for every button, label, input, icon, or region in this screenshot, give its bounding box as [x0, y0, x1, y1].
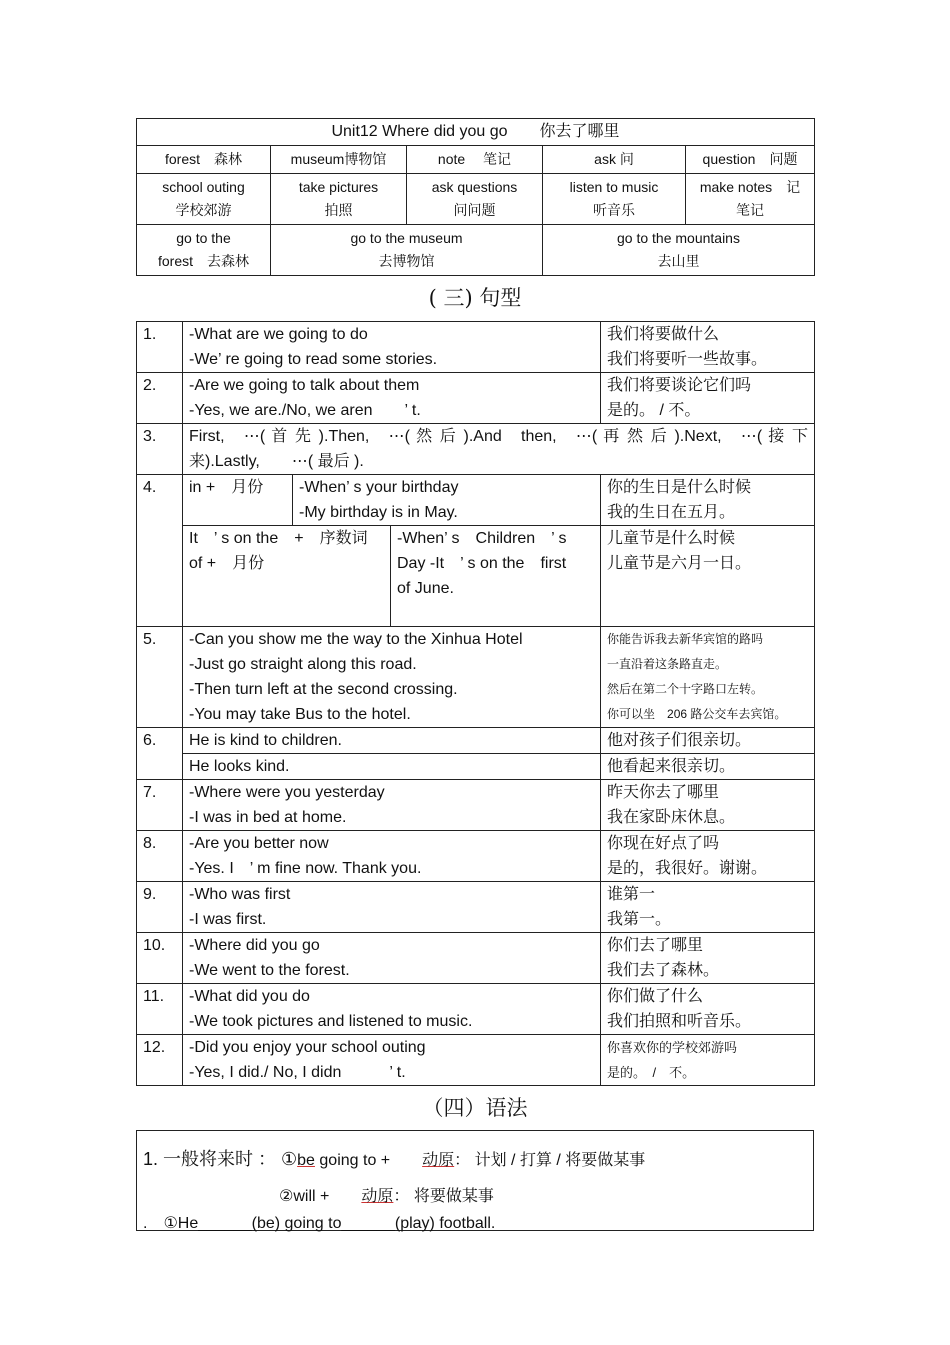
english-line: -Just go straight along this road.	[189, 656, 417, 673]
row-number: 10.	[137, 933, 183, 984]
chinese-line: 一直沿着这条路直走。	[607, 657, 728, 671]
section-heading-grammar: （四）语法	[422, 1096, 528, 1120]
grammar-verb-base: 动原	[422, 1152, 455, 1169]
vocab-cn: forest 去森林	[157, 253, 249, 269]
english-line: -Yes, I did./ No, I didn ’ t.	[189, 1064, 406, 1081]
grammar-line-1	[143, 1145, 645, 1171]
vocab-cell	[543, 225, 815, 276]
english-line: -Where did you go	[189, 937, 320, 954]
vocab-cn: 问问题	[453, 202, 496, 218]
english-line: -We took pictures and listened to music.	[189, 1013, 473, 1030]
chinese-line: 是的。 / 不。	[607, 402, 701, 419]
vocab-cell: question 问题	[686, 146, 815, 174]
english-line: -I was in bed at home.	[189, 809, 347, 826]
grammar-going-to: going to +	[314, 1152, 423, 1169]
english-line: -We’ re going to read some stories.	[189, 351, 438, 368]
vocab-table	[136, 118, 815, 276]
table-row	[137, 754, 815, 780]
english-cell	[183, 882, 601, 933]
chinese-line: 我第一。	[607, 911, 672, 928]
chinese-cell	[601, 933, 815, 984]
row-number: 4.	[137, 475, 183, 627]
vocab-cn: 笔记	[736, 202, 764, 218]
vocab-en: make notes 记	[699, 179, 801, 195]
row-number: 9.	[137, 882, 183, 933]
table-row	[137, 322, 815, 373]
vocab-cell	[137, 174, 271, 225]
vocab-cell	[137, 225, 271, 276]
vocab-cn: 去山里	[657, 253, 700, 269]
vocab-cn: 听音乐	[593, 202, 635, 218]
vocab-cell	[407, 174, 543, 225]
grammar-box	[136, 1130, 814, 1231]
english-cell	[183, 1035, 601, 1086]
row-number: 2.	[137, 373, 183, 424]
vocab-en: take pictures	[298, 179, 379, 195]
chinese-cell	[601, 882, 815, 933]
vocab-en: go to the	[176, 230, 231, 246]
chinese-line: 你的生日是什么时候	[607, 479, 752, 496]
english-line: -Are we going to talk about them	[189, 377, 420, 394]
chinese-line: 你们做了什么	[607, 988, 704, 1005]
chinese-line: 我在家卧床休息。	[607, 809, 736, 826]
chinese-cell: 他看起来很亲切。	[601, 754, 815, 780]
chinese-line: 你现在好点了吗	[607, 835, 720, 852]
section-heading-sentences: ( 三) 句型	[428, 286, 522, 310]
grammar-meaning: ： 计划 / 打算 / 将要做某事	[454, 1152, 646, 1169]
english-cell: He is kind to children.	[183, 728, 601, 754]
english-line: -Who was first	[189, 886, 291, 903]
english-line: -What are we going to do	[189, 326, 368, 343]
chinese-line: 我们去了森林。	[607, 962, 720, 979]
grammar-meaning: ： 将要做某事	[393, 1188, 494, 1205]
english-line: -Then turn left at the second crossing.	[189, 681, 458, 698]
chinese-cell	[601, 322, 815, 373]
chinese-line: 你们去了哪里	[607, 937, 704, 954]
rule-text: It ’ s on the + 序数词 of + 月份	[189, 530, 368, 572]
chinese-line: 我的生日在五月。	[607, 504, 736, 521]
vocab-cell	[686, 174, 815, 225]
row-number: 1.	[137, 322, 183, 373]
english-line: -Did you enjoy your school outing	[189, 1039, 426, 1056]
english-line: -When’ s your birthday	[299, 479, 459, 496]
rule-cell	[183, 526, 391, 627]
chinese-line: 你能告诉我去新华宾馆的路吗	[607, 632, 764, 646]
table-row	[137, 882, 815, 933]
chinese-line: 然后在第二个十字路口左转。	[607, 682, 764, 696]
english-line: -My birthday is in May.	[299, 504, 458, 521]
chinese-line: 是的，我很好。谢谢。	[607, 860, 768, 877]
english-line: -What did you do	[189, 988, 310, 1005]
grammar-exercise: . ①He______(be) going to______(play) football.	[143, 1215, 496, 1232]
row-number: 12.	[137, 1035, 183, 1086]
english-cell	[183, 627, 601, 728]
table-row	[137, 780, 815, 831]
english-line: -I was first.	[189, 911, 267, 928]
chinese-cell	[601, 627, 815, 728]
chinese-cell: 他对孩子们很亲切。	[601, 728, 815, 754]
english-line: -Where were you yesterday	[189, 784, 385, 801]
english-cell	[183, 373, 601, 424]
table-row	[137, 1035, 815, 1086]
vocab-cell	[543, 174, 686, 225]
chinese-cell	[601, 1035, 815, 1086]
chinese-line: 谁第一	[607, 886, 656, 903]
grammar-be: be	[297, 1152, 315, 1169]
chinese-line: 我们将要听一些故事。	[607, 351, 768, 368]
vocab-en: listen to music	[569, 179, 659, 195]
vocab-cell	[271, 225, 543, 276]
chinese-cell	[601, 780, 815, 831]
chinese-cell	[601, 526, 815, 627]
grammar-line-2	[279, 1183, 494, 1206]
row-number: 11.	[137, 984, 183, 1035]
vocab-en: go to the mountains	[617, 230, 740, 246]
chinese-cell	[601, 373, 815, 424]
english-cell	[183, 780, 601, 831]
table-row	[137, 526, 815, 627]
table-row	[137, 728, 815, 754]
table-row	[137, 424, 815, 475]
vocab-title: Unit12 Where did you go 你去了哪里	[137, 119, 815, 146]
sequence-words-cell	[183, 424, 815, 475]
table-row	[137, 831, 815, 882]
vocab-cell: museum博物馆	[271, 146, 407, 174]
vocab-cn: 去博物馆	[378, 253, 435, 269]
english-line: -You may take Bus to the hotel.	[189, 706, 411, 723]
grammar-prefix: 1. 一般将来时 ： ①	[143, 1149, 298, 1169]
chinese-line: 我们将要做什么	[607, 326, 720, 343]
sentence-table	[136, 321, 815, 1086]
english-cell: He looks kind.	[183, 754, 601, 780]
english-cell	[183, 322, 601, 373]
grammar-will: ②will +	[279, 1188, 362, 1205]
chinese-line: 昨天你去了哪里	[607, 784, 720, 801]
vocab-cell	[271, 174, 407, 225]
chinese-line: 我们将要谈论它们吗	[607, 377, 752, 394]
table-row	[137, 475, 815, 526]
sequence-words-text: First, ⋯( 首 先 ).Then, ⋯( 然 后 ).And then, ⋯( 再 然 后 ).Next, ⋯( 接 下 来).Lastly, ⋯( 最后 ).	[189, 428, 809, 470]
row-number: 6.	[137, 728, 183, 780]
table-row	[137, 627, 815, 728]
english-line: -Yes. I ’ m fine now. Thank you.	[189, 860, 422, 877]
chinese-cell	[601, 831, 815, 882]
english-cell	[183, 831, 601, 882]
english-text: -When’ s Children ’ s Day -It ’ s on the first of June.	[397, 530, 599, 597]
chinese-line: 我们拍照和听音乐。	[607, 1013, 752, 1030]
vocab-cell: forest 森林	[137, 146, 271, 174]
chinese-cell	[601, 984, 815, 1035]
chinese-line: 你喜欢你的学校郊游吗	[607, 1040, 738, 1055]
row-number: 3.	[137, 424, 183, 475]
vocab-en: school outing	[162, 179, 245, 195]
english-line: -Are you better now	[189, 835, 329, 852]
vocab-en: ask questions	[431, 179, 518, 195]
english-cell	[183, 933, 601, 984]
table-row	[137, 933, 815, 984]
vocab-cn: 学校郊游	[175, 202, 232, 218]
chinese-line: 你可以坐 206 路公交车去宾馆。	[607, 707, 787, 721]
vocab-cell: ask 问	[543, 146, 686, 174]
english-line: -Yes, we are./No, we aren ’ t.	[189, 402, 421, 419]
english-cell	[391, 526, 601, 627]
english-cell	[293, 475, 601, 526]
chinese-line: 儿童节是什么时候	[607, 530, 736, 547]
chinese-line: 儿童节是六月一日。	[607, 555, 752, 572]
row-number: 7.	[137, 780, 183, 831]
vocab-en: go to the museum	[350, 230, 463, 246]
english-cell	[183, 984, 601, 1035]
chinese-cell	[601, 475, 815, 526]
chinese-line: 是的。 / 不。	[607, 1065, 696, 1080]
english-line: -Can you show me the way to the Xinhua Hotel	[189, 631, 523, 648]
row-number: 5.	[137, 627, 183, 728]
rule-cell: in + 月份	[183, 475, 293, 526]
row-number: 8.	[137, 831, 183, 882]
vocab-cell: note 笔记	[407, 146, 543, 174]
table-row	[137, 984, 815, 1035]
english-line: -We went to the forest.	[189, 962, 350, 979]
grammar-verb-base: 动原	[361, 1188, 394, 1205]
table-row	[137, 373, 815, 424]
vocab-cn: 拍照	[324, 202, 353, 218]
